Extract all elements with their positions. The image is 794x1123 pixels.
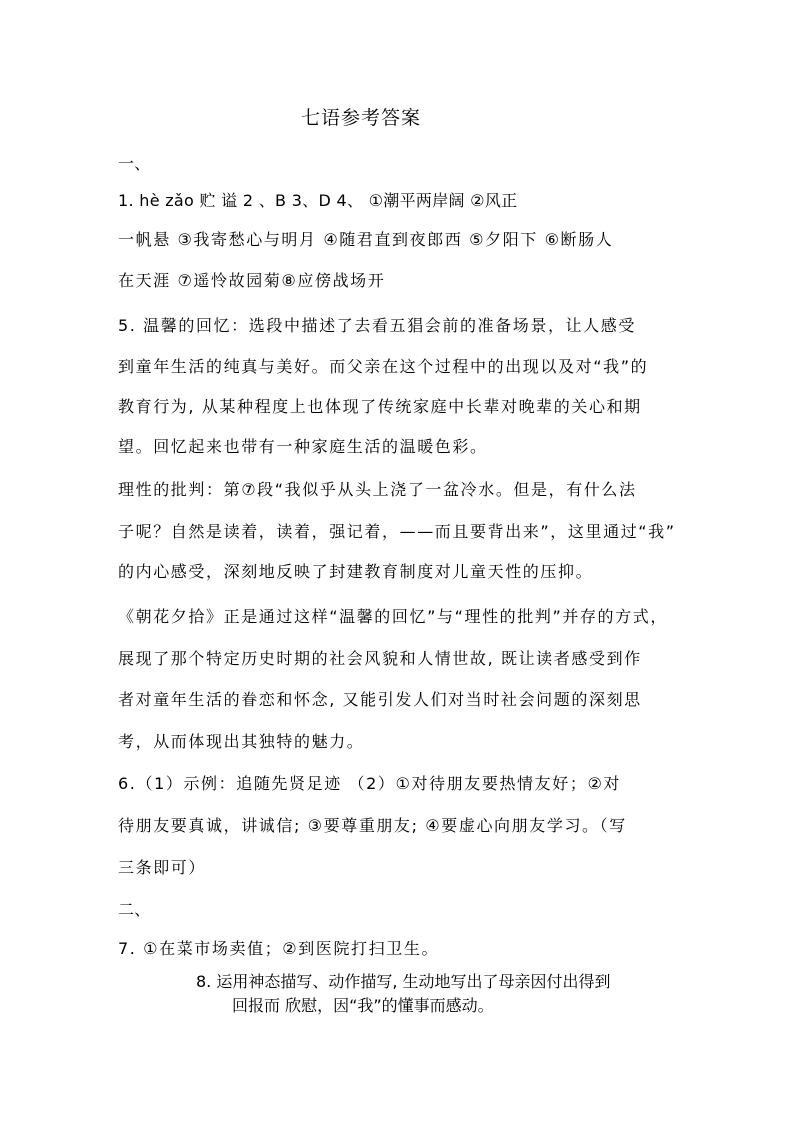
answer-line: 6.（1）示例：追随先贤足迹 （2）①对待朋友要热情友好；②对: [118, 774, 621, 793]
answer-line: 考，从而体现出其独特的魅力。: [118, 732, 365, 751]
answer-line: 待朋友要真诚，讲诚信; ③要尊重朋友; ④要虚心向朋友学习。（写: [118, 816, 627, 835]
section-heading-2: 二、: [118, 900, 151, 919]
answer-line: 子呢？自然是读着，读着，强记着，——而且要背出来”，这里通过“我”: [118, 522, 676, 541]
answer-line: 三条即可）: [118, 858, 207, 877]
page-title: 七语参考答案: [300, 107, 421, 129]
answer-line: 1. hè zǎo 贮 谥 2 、B 3、D 4、 ①潮平两岸阔 ②风正: [118, 191, 518, 210]
answer-line: 者对童年生活的眷恋和怀念, 又能引发人们对当时社会问题的深刻思: [118, 690, 642, 709]
answer-line: 一帆悬 ③我寄愁心与明月 ④随君直到夜郎西 ⑤夕阳下 ⑥断肠人: [118, 230, 614, 249]
answer-line: 到童年生活的纯真与美好。而父亲在这个过程中的出现以及对“我”的: [118, 357, 649, 376]
answer-line: 理性的批判：第⑦段“我似乎从头上浇了一盆冷水。但是，有什么法: [118, 480, 637, 499]
answer-line-q8: 8. 运用神态描写、动作描写, 生动地写出了母亲因付出得到: [196, 972, 611, 991]
answer-line: 在天涯 ⑦遥怜故园菊⑧应傍战场开: [118, 271, 386, 290]
answer-line: 望。回忆起来也带有一种家庭生活的温暖色彩。: [118, 437, 488, 456]
answer-line: 展现了那个特定历史时期的社会风貌和人情世故, 既让读者感受到作: [118, 649, 642, 668]
answer-line: 5. 温馨的回忆：选段中描述了去看五猖会前的准备场景，让人感受: [118, 316, 636, 335]
section-heading-1: 一、: [118, 154, 151, 173]
answer-line: 的内心感受，深刻地反映了封建教育制度对儿童天性的压抑。: [118, 562, 594, 581]
answer-line: 教育行为, 从某种程度上也体现了传统家庭中长辈对晚辈的关心和期: [118, 397, 642, 416]
answer-line: 《朝花夕拾》正是通过这样“温馨的回忆”与“理性的批判”并存的方式，: [118, 607, 668, 626]
answer-line-q8: 回报而 欣慰，因“我”的懂事而感动。: [232, 996, 494, 1015]
answer-line: 7. ①在菜市场卖值；②到医院打扫卫生。: [118, 939, 440, 958]
